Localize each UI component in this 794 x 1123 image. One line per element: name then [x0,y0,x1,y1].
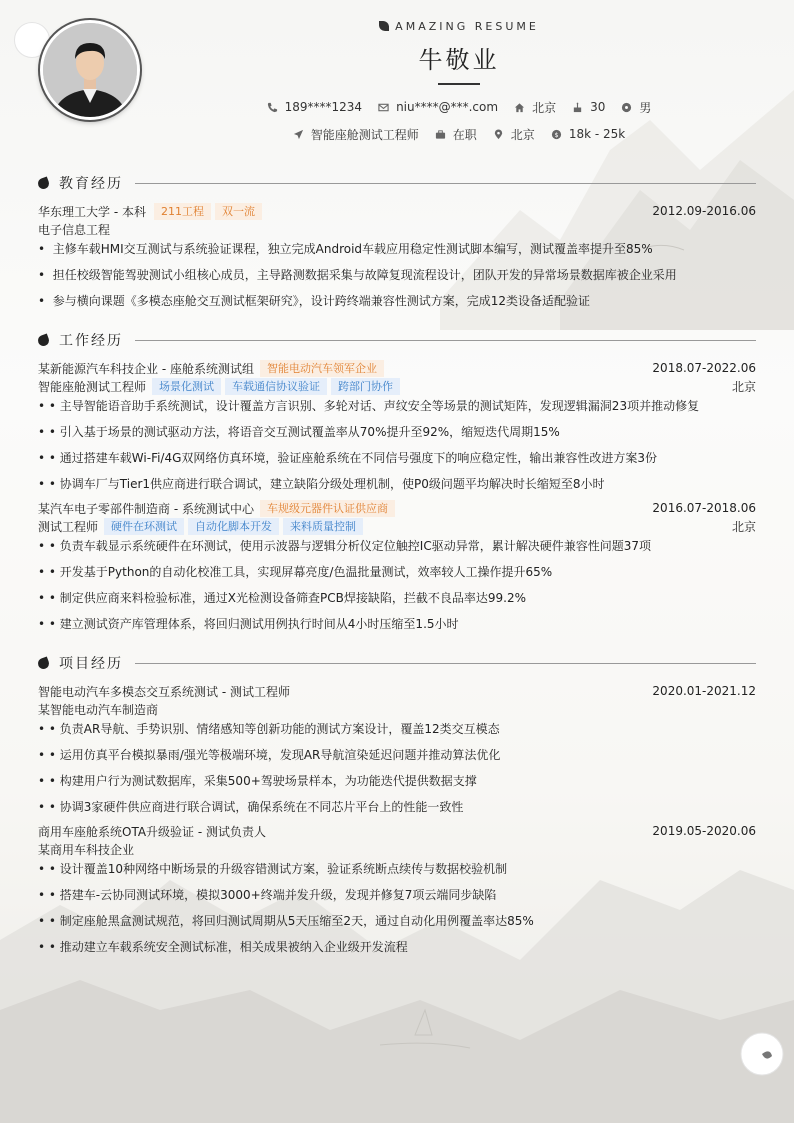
section-title: 项目经历 [59,656,123,672]
project-org-text: 某商用车科技企业 [38,842,135,857]
leaf-icon [379,21,389,31]
school-name: 华东理工大学 - 本科 [38,204,146,219]
svg-text:$: $ [554,130,559,139]
list-item: • 担任校级智能驾驶测试小组核心成员，主导路测数据采集与故障复现流程设计，团队开发的异常场景数据库被企业采用 [38,268,677,282]
job-location: 北京 [731,379,756,394]
job-role-row [38,377,756,395]
list-item: • • 制定座舱黑盒测试规范，将回归测试周期从5天压缩至2天，通过自动化用例覆盖率达85% [38,914,534,928]
job-period: 2018.07-2022.06 [652,361,756,375]
project-org [38,840,756,858]
intent-city: 北京 [493,126,535,143]
resume-tagline: AMAZING RESUME [0,20,794,33]
role-tag: 来料质量控制 [283,518,363,535]
home-icon [514,102,525,113]
list-item: • • 协调3家硬件供应商进行联合调试，确保系统在不同芯片平台上的性能一致性 [38,800,464,814]
list-item: • 参与横向课题《多模态座舱交互测试框架研究》，设计跨终端兼容性测试方案，完成12类设备适配验证 [38,294,590,308]
list-item: • • 开发基于Python的自动化校准工具，实现屏幕亮度/色温批量测试，效率较人工操作提升65% [38,565,553,579]
role-tag: 跨部门协作 [331,378,400,395]
coin-icon [551,129,562,140]
section-title: 教育经历 [59,176,123,192]
section-education [38,173,756,193]
project-header [38,822,756,840]
project-period: 2020.01-2021.12 [652,684,756,698]
intent-status: 在职 [435,126,477,143]
cake-icon [572,102,583,113]
contact-email: niu****@***.com [378,100,498,114]
project-name: 商用车座舱系统OTA升级验证 - 测试负责人 [38,824,267,839]
list-item: • • 搭建车-云协同测试环境，模拟3000+终端并发升级，发现并修复7项云端同步缺陷 [38,888,497,902]
contact-city: 北京 [514,99,556,116]
role-tag: 硬件在环测试 [104,518,184,535]
list-item: • • 构建用户行为测试数据库，采集500+驾驶场景样本，为功能迭代提供数据支撑 [38,774,477,788]
company-name: 某新能源汽车科技企业 - 座舱系统测试组 [38,361,254,376]
job-header [38,499,756,517]
job-period: 2016.07-2018.06 [652,501,756,515]
education-tag: 211工程 [154,203,211,220]
list-item: • • 建立测试资产库管理体系，将回归测试用例执行时间从4小时压缩至1.5小时 [38,617,459,631]
mail-icon [378,102,389,113]
major-text: 电子信息工程 [38,222,111,237]
leaf-icon [36,176,50,190]
gender-icon [621,102,632,113]
list-item: • • 引入基于场景的测试驱动方法，将语音交互测试覆盖率从70%提升至92%，缩短迭代周期15% [38,425,560,439]
project-header [38,682,756,700]
company-tag: 智能电动汽车领军企业 [260,360,384,377]
list-item: • • 制定供应商来料检验标准，通过X光检测设备筛查PCB焊接缺陷，拦截不良品率达99.2% [38,591,526,605]
job-role-row [38,517,756,535]
job-location: 北京 [731,519,756,534]
contact-gender: 男 [621,99,651,116]
section-divider [135,340,756,341]
education-tag: 双一流 [215,203,262,220]
contact-phone: 189****1234 [267,100,362,114]
briefcase-icon [435,129,446,140]
job-intent-row [0,125,794,143]
location-pin-icon [493,129,504,140]
leaf-icon [36,333,50,347]
education-major [38,220,756,238]
job-header [38,359,756,377]
project-period: 2019.05-2020.06 [652,824,756,838]
project-name: 智能电动汽车多模态交互系统测试 - 测试工程师 [38,684,290,699]
section-projects [38,653,756,673]
company-name: 某汽车电子零部件制造商 - 系统测试中心 [38,501,254,516]
section-title: 工作经历 [59,333,123,349]
contact-row [0,98,794,116]
send-icon [293,129,304,140]
list-item: • • 负责AR导航、手势识别、情绪感知等创新功能的测试方案设计，覆盖12类交互模态 [38,722,500,736]
role-tag: 自动化脚本开发 [188,518,279,535]
phone-icon [267,102,278,113]
contact-age: 30 [572,100,605,114]
list-item: • • 主导智能语音助手系统测试，设计覆盖方言识别、多轮对话、声纹安全等场景的测试矩阵，发现逻辑漏洞23项并推动修复 [38,399,700,413]
list-item: • • 协调车厂与Tier1供应商进行联合调试，建立缺陷分级处理机制，使P0级问题平均解决时长缩短至8小时 [38,477,605,491]
job-role: 测试工程师 [38,519,99,534]
project-org [38,700,756,718]
company-tag: 车规级元器件认证供应商 [260,500,395,517]
list-item: • • 通过搭建车载Wi-Fi/4G双网络仿真环境，验证座舱系统在不同信号强度下的响应稳定性，输出兼容性改进方案3份 [38,451,658,465]
name-underline [438,83,480,85]
leaf-icon [36,656,50,670]
job-role: 智能座舱测试工程师 [38,379,147,394]
education-period: 2012.09-2016.06 [652,204,756,218]
intent-salary: $ 18k - 25k [551,127,625,141]
role-tag: 车载通信协议验证 [225,378,327,395]
section-divider [135,663,756,664]
project-org-text: 某智能电动汽车制造商 [38,702,159,717]
section-divider [135,183,756,184]
list-item: • • 负责车载显示系统硬件在环测试，使用示波器与逻辑分析仪定位触控IC驱动异常，累计解决硬件兼容性问题37项 [38,539,651,553]
education-header [38,202,756,220]
role-tag: 场景化测试 [152,378,221,395]
list-item: • 主修车载HMI交互测试与系统验证课程，独立完成Android车载应用稳定性测试脚本编写，测试覆盖率提升至85% [38,242,653,256]
candidate-name: 牛敬业 [418,46,500,74]
section-work [38,330,756,350]
list-item: • • 运用仿真平台模拟暴雨/强光等极端环境，发现AR导航渲染延迟问题并推动算法优化 [38,748,501,762]
list-item: • • 设计覆盖10种网络中断场景的升级容错测试方案，验证系统断点续传与数据校验机制 [38,862,508,876]
list-item: • • 推动建立车载系统安全测试标准，相关成果被纳入企业级开发流程 [38,940,408,954]
intent-position: 智能座舱测试工程师 [293,126,419,143]
